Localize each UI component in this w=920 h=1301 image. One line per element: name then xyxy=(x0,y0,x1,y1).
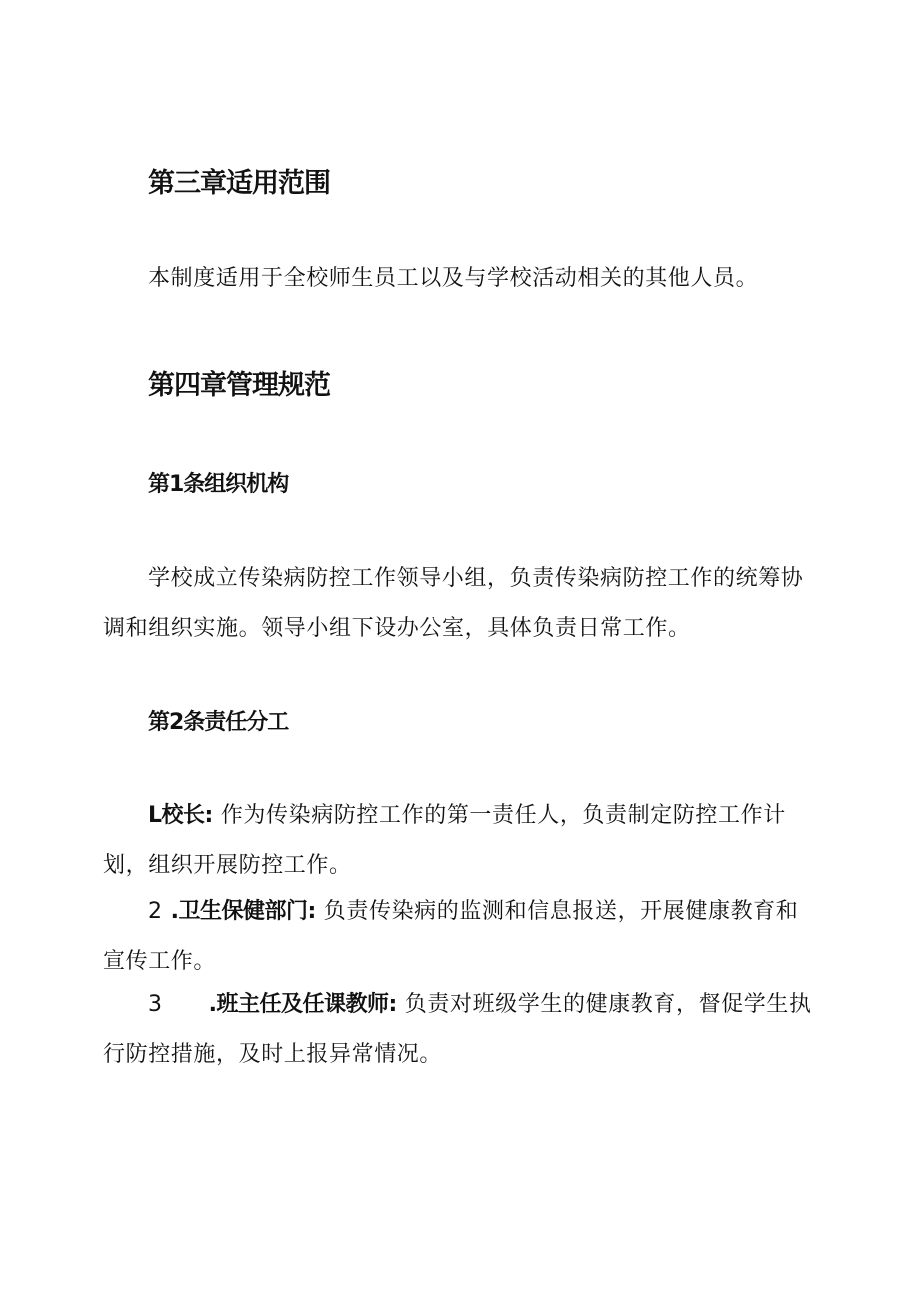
duty-item-2-text: 负责传染病的监测和信息报送，开展健康教育和宣传工作。 xyxy=(103,899,799,974)
duty-item-3-lead: .班主任及任课教师: xyxy=(208,992,397,1017)
article1-body: 学校成立传染病防控工作领导小组，负责传染病防控工作的统筹协调和组织实施。领导小组下设办公室，具体负责日常工作。 xyxy=(103,566,804,641)
chapter3-body: 本制度适用于全校师生员工以及与学校活动相关的其他人员。 xyxy=(148,266,759,291)
duty-item-3-text: 负责对班级学生的健康教育，督促学生执行防控措施，及时上报异常情况。 xyxy=(103,992,812,1067)
duty-item-1-lead: L校长: xyxy=(148,803,213,828)
duty-item-1 xyxy=(103,791,815,891)
chapter4-title: 第四章管理规范 xyxy=(148,370,330,401)
duty-item-1-text: 作为传染病防控工作的第一责任人，负责制定防控工作计划，组织开展防控工作。 xyxy=(103,803,786,878)
duty-item-3 xyxy=(103,980,815,1080)
duty-item-2-number: 2 xyxy=(148,899,163,924)
chapter3-title: 第三章适用范围 xyxy=(148,168,330,199)
duty-item-3-number: 3 xyxy=(148,992,163,1017)
duty-item-2-lead: .卫生保健部门: xyxy=(170,899,316,924)
duty-item-2 xyxy=(103,887,815,987)
article2-title: 第2条责任分工 xyxy=(148,710,289,735)
article1-title: 第1条组织机构 xyxy=(148,472,289,497)
